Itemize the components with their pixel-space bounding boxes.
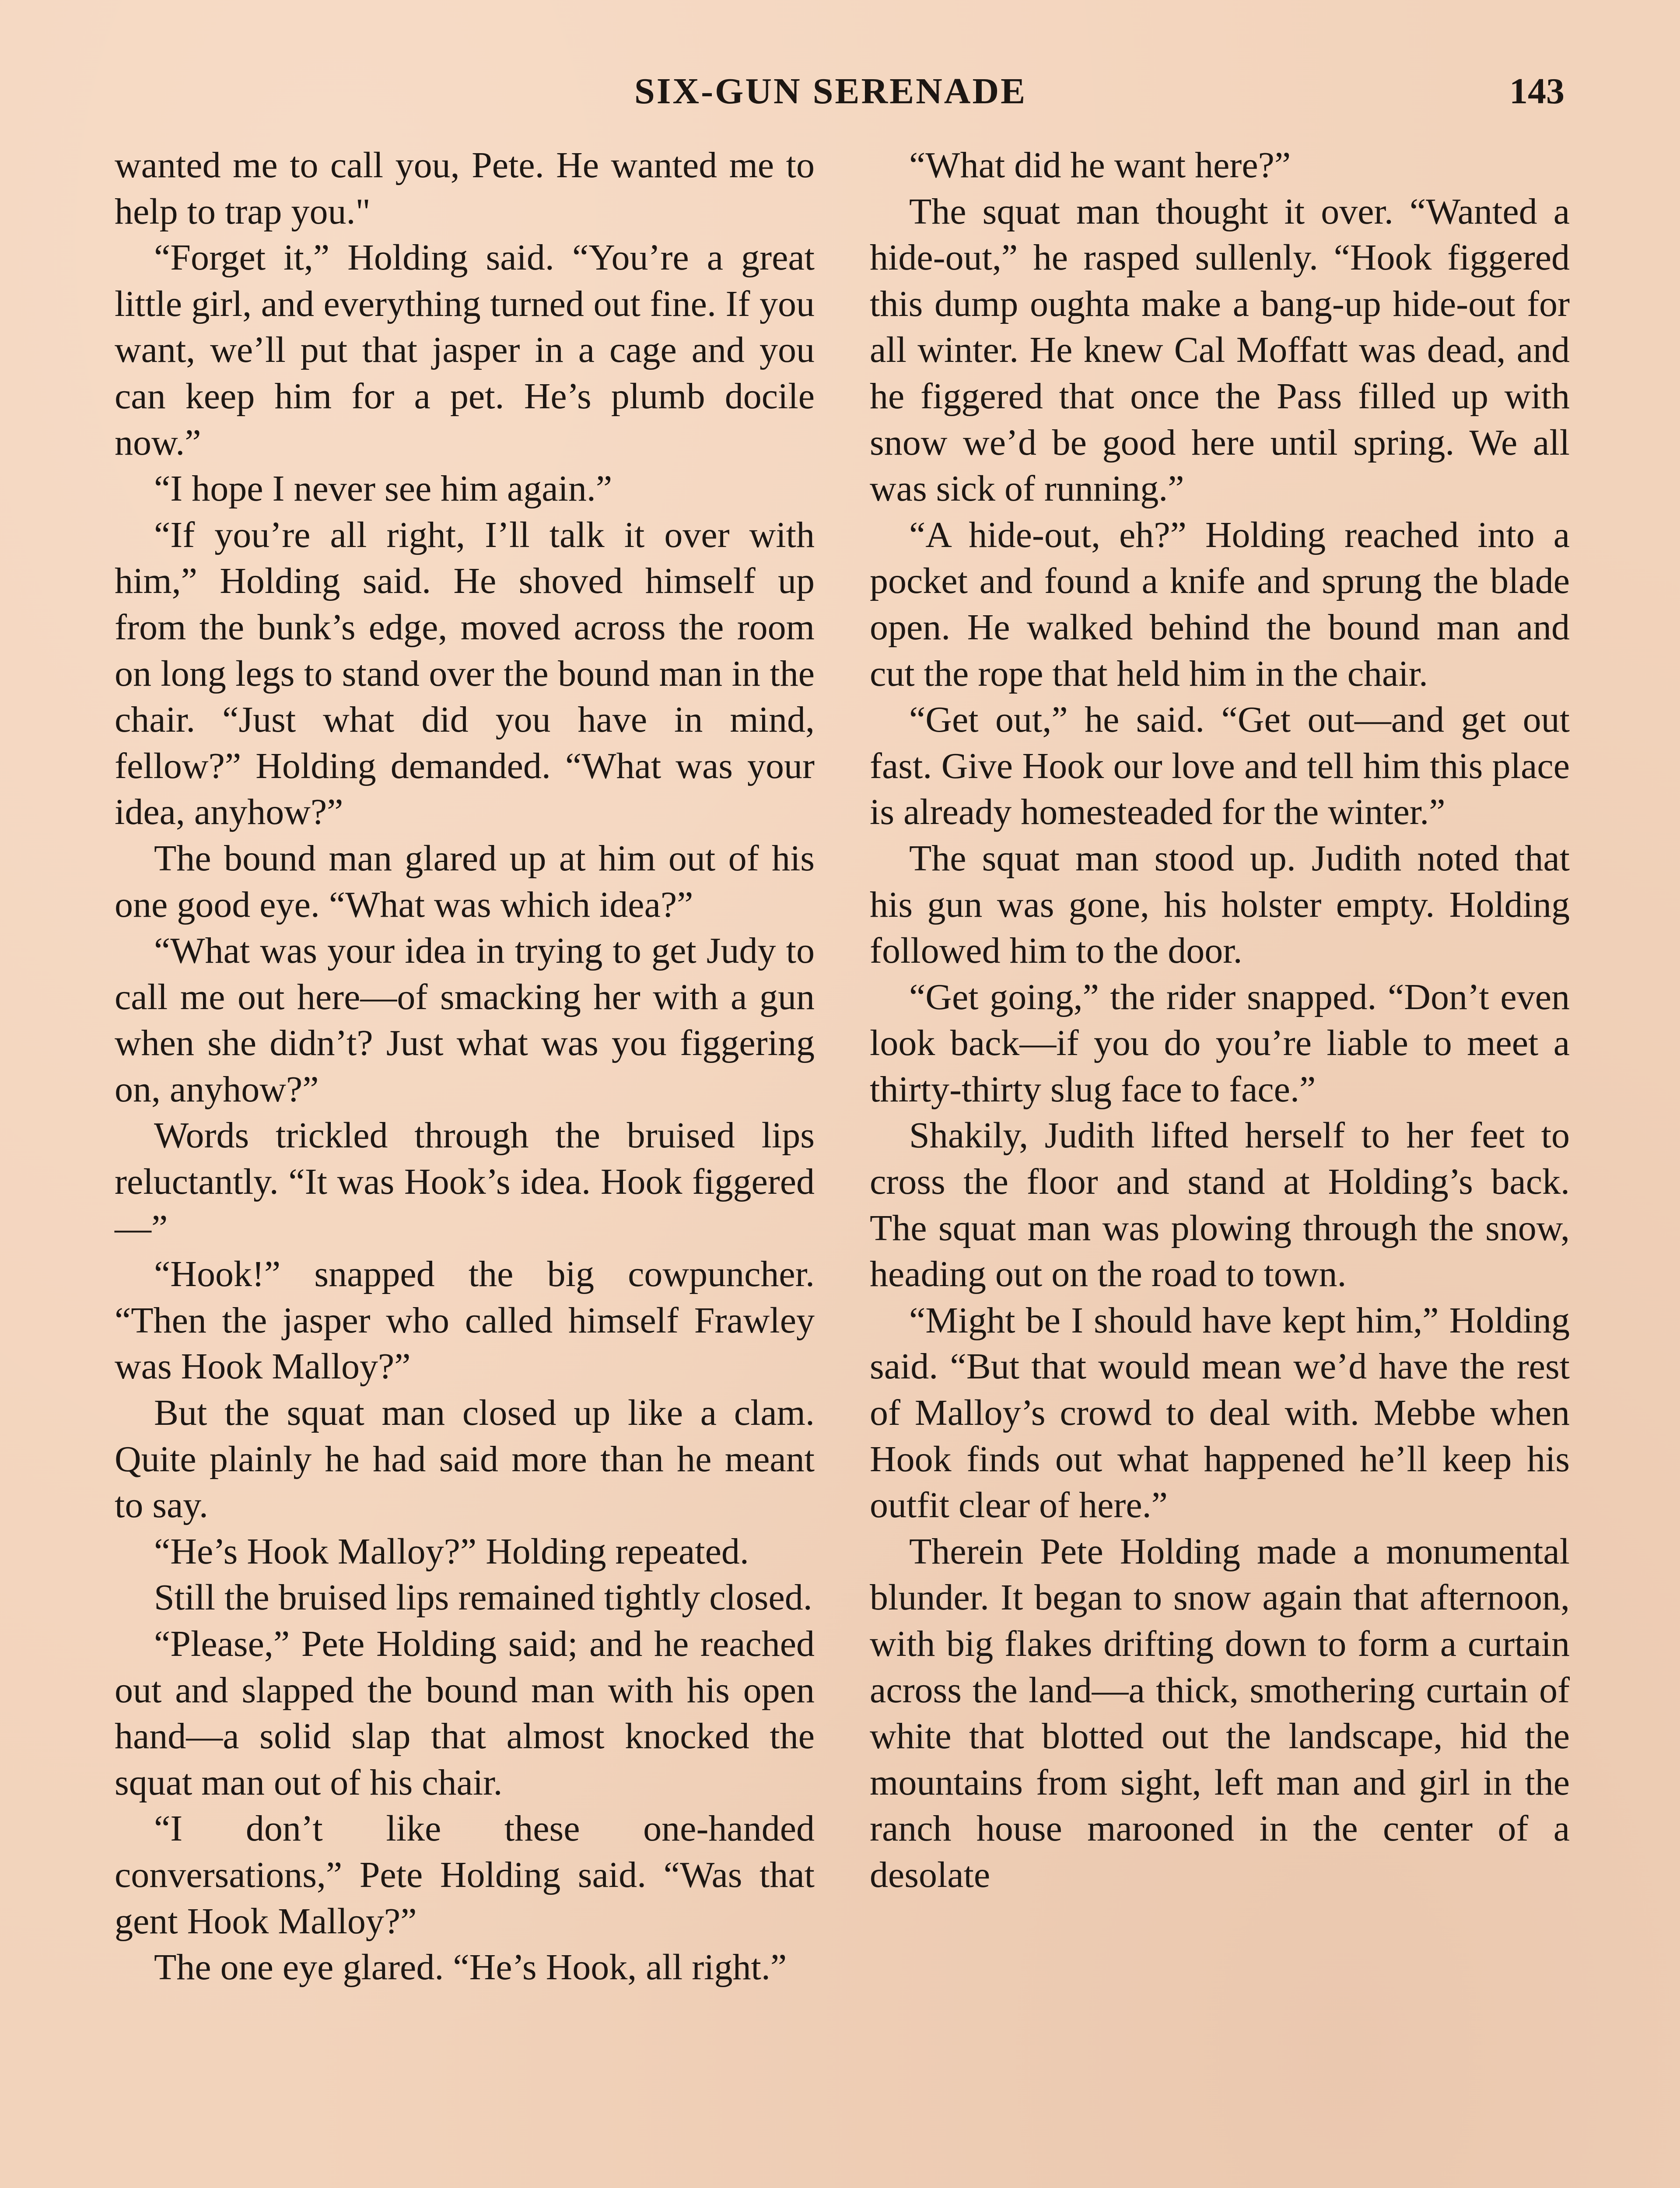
paragraph: “Please,” Pete Holding said; and he reached out and slapped the bound man with his open hand—a solid slap that almost knocked the squat man out of his chair.	[115, 1623, 815, 1803]
paragraph: “What did he want here?”	[909, 145, 1291, 186]
paragraph: wanted me to call you, Pete. He wanted me to help to trap you."	[115, 145, 815, 232]
paragraph: “Might be I should have kept him,” Holding said. “But that would mean we’d have the rest of Malloy’s crowd to deal with. Mebbe when Hook finds out what happened he’ll keep his outfit clear of here.”	[870, 1300, 1570, 1526]
paragraph: “A hide-out, eh?” Holding reached into a pocket and found a knife and sprung the blade open. He walked behind the bound man and cut the rope that held him in the chair.	[870, 514, 1570, 694]
paragraph: The squat man thought it over. “Wanted a hide-out,” he rasped sullenly. “Hook figgered this dump oughta make a bang-up hide-out for all winter. He knew Cal Moffatt was dead, and he figgered that once the Pass filled up with snow we’d be good here until spring. We all was sick of running.”	[870, 191, 1570, 509]
paragraph: “He’s Hook Malloy?” Holding repeated.	[154, 1531, 749, 1572]
right-column	[870, 142, 1570, 1898]
page-number: 143	[1509, 71, 1564, 112]
left-column	[115, 142, 815, 1991]
paragraph: “Hook!” snapped the big cowpuncher. “Then the jasper who called himself Frawley was Hook Malloy?”	[115, 1254, 815, 1387]
paragraph: Still the bruised lips remained tightly closed.	[154, 1577, 812, 1618]
paragraph: Words trickled through the bruised lips reluctantly. “It was Hook’s idea. Hook figgered—”	[115, 1115, 815, 1248]
paragraph: But the squat man closed up like a clam. Quite plainly he had said more than he meant to say.	[115, 1392, 815, 1526]
paragraph: “If you’re all right, I’ll talk it over with him,” Holding said. He shoved himself up from the bunk’s edge, moved across the room on long legs to stand over the bound man in the chair. “Just what did you have in mind, fellow?” Holding demanded. “What was your idea, anyhow?”	[115, 514, 815, 833]
paragraph: The squat man stood up. Judith noted that his gun was gone, his holster empty. Holding followed him to the door.	[870, 838, 1570, 971]
running-title: SIX-GUN SERENADE	[634, 71, 1027, 112]
paragraph: “What was your idea in trying to get Judy to call me out here—of smacking her with a gun when she didn’t? Just what was you figgering on, anyhow?”	[115, 930, 815, 1110]
paragraph: “I don’t like these one-handed conversations,” Pete Holding said. “Was that gent Hook Malloy?”	[115, 1808, 815, 1942]
paragraph: “Get out,” he said. “Get out—and get out fast. Give Hook our love and tell him this place is already homesteaded for the winter.”	[870, 699, 1570, 833]
paragraph: “Forget it,” Holding said. “You’re a great little girl, and everything turned out fine. If you want, we’ll put that jasper in a cage and you can keep him for a pet. He’s plumb docile now.”	[115, 237, 815, 463]
paragraph: The one eye glared. “He’s Hook, all right.”	[154, 1947, 787, 1988]
paragraph: Shakily, Judith lifted herself to her feet to cross the floor and stand at Holding’s back. The squat man was plowing through the snow, heading out on the road to town.	[870, 1115, 1570, 1295]
paragraph: “Get going,” the rider snapped. “Don’t even look back—if you do you’re liable to meet a thirty-thirty slug face to face.”	[870, 976, 1570, 1110]
paragraph: “I hope I never see him again.”	[154, 468, 612, 509]
paragraph: Therein Pete Holding made a monumental blunder. It began to snow again that afternoon, with big flakes drifting down to form a curtain across the land—a thick, smothering curtain of white that blotted out the landscape, hid the mountains from sight, left man and girl in the ranch house marooned in the center of a desolate	[870, 1531, 1570, 1895]
paragraph: The bound man glared up at him out of his one good eye. “What was which idea?”	[115, 838, 815, 925]
